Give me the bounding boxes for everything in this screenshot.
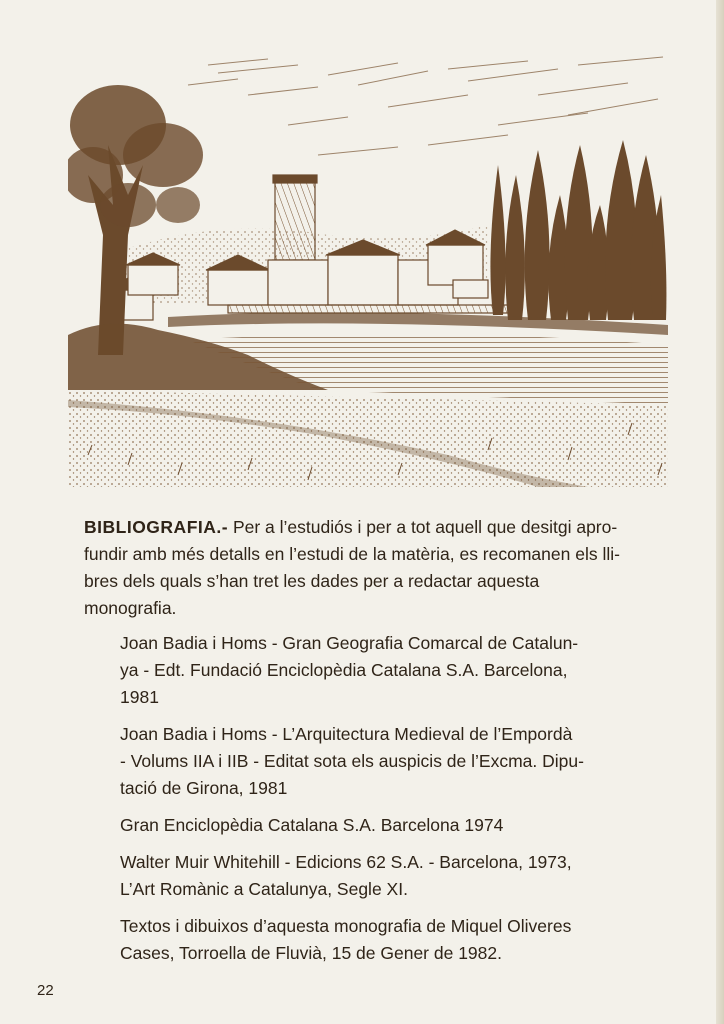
village-landscape-illustration: [68, 55, 668, 487]
credits: [120, 913, 660, 967]
intro-line: fundir amb més detalls en l’estudi de la matèria, es recomanen els lli-: [84, 544, 620, 564]
reference-line: 1981: [120, 687, 159, 707]
foreground-meadow: [68, 390, 668, 487]
intro-line: monografia.: [84, 598, 177, 618]
reference-item: [120, 630, 640, 711]
reference-line: ya - Edt. Fundació Enciclopèdia Catalana S.A. Barcelona,: [120, 660, 568, 680]
bibliography-intro: [84, 514, 674, 622]
reference-line: Gran Enciclopèdia Catalana S.A. Barcelona 1974: [120, 815, 504, 835]
credits-line: Textos i dibuixos d’aquesta monografia de Miquel Oliveres: [120, 916, 572, 936]
reference-item: [120, 849, 640, 903]
reference-line: tació de Girona, 1981: [120, 778, 288, 798]
page-edge: [716, 0, 724, 1024]
intro-line: bres dels quals s’han tret les dades per a redactar aquesta: [84, 571, 540, 591]
reference-item: [120, 721, 640, 802]
reference-line: - Volums IIA i IIB - Editat sota els auspicis de l’Excma. Dipu-: [120, 751, 584, 771]
bibliography-section: [84, 514, 674, 967]
reference-line: Joan Badia i Homs - L’Arquitectura Medieval de l’Empordà: [120, 724, 573, 744]
reference-line: Walter Muir Whitehill - Edicions 62 S.A. - Barcelona, 1973,: [120, 852, 572, 872]
reference-item: [120, 812, 640, 839]
reference-line: Joan Badia i Homs - Gran Geografia Comarcal de Catalun-: [120, 633, 579, 653]
page-number: 22: [37, 982, 54, 999]
sky-hatching: [188, 57, 663, 155]
intro-line: Per a l’estudiós i per a tot aquell que desitgi apro-: [228, 517, 618, 537]
reference-line: L’Art Romànic a Catalunya, Segle XI.: [120, 879, 408, 899]
credits-line: Cases, Torroella de Fluvià, 15 de Gener de 1982.: [120, 943, 502, 963]
bibliography-heading: BIBLIOGRAFIA.-: [84, 517, 229, 537]
cypress-trees: [490, 140, 666, 320]
